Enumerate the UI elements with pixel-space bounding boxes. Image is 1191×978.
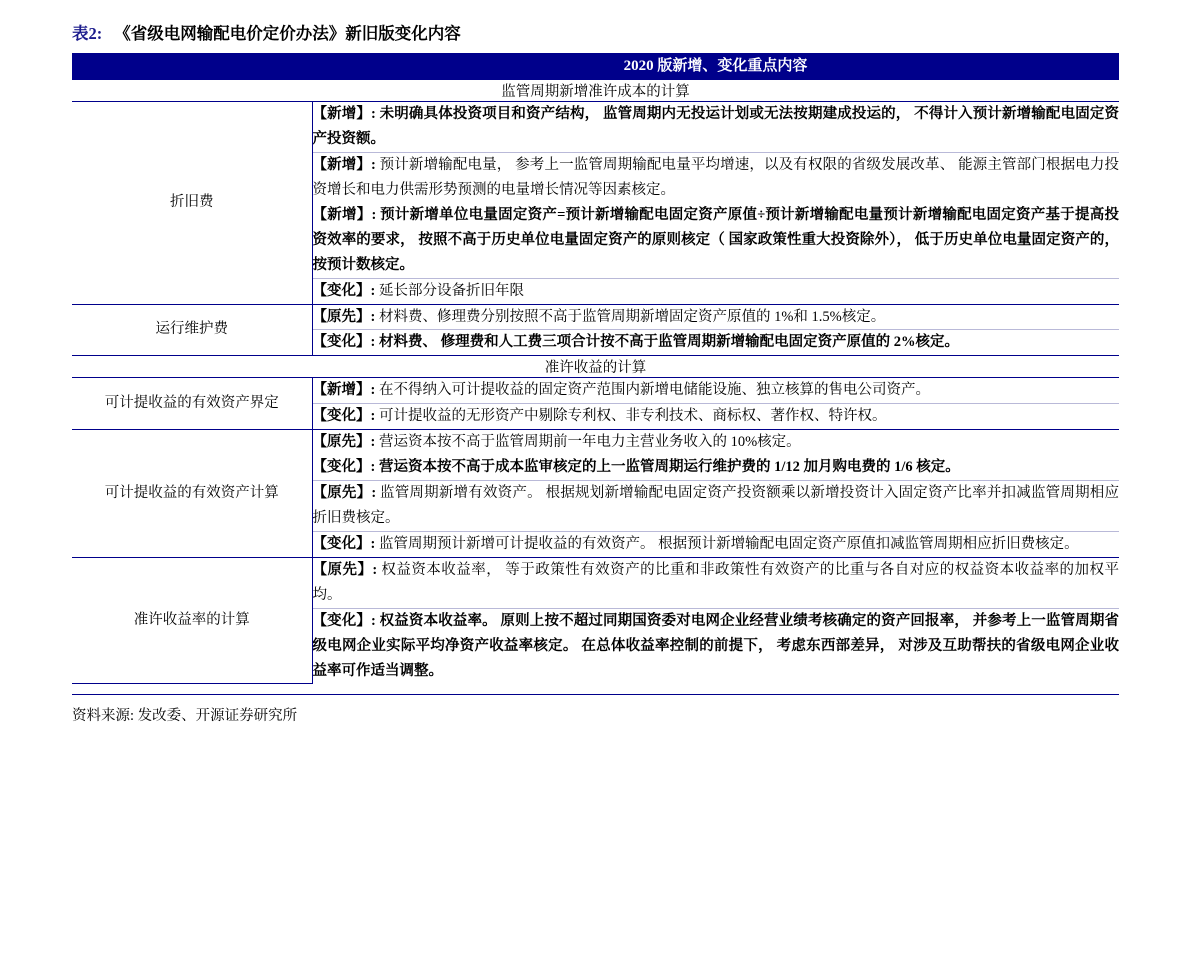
table-row — [72, 557, 1119, 608]
cell-ead2-tag: 【变化】: — [312, 408, 376, 425]
cell-eac1 — [312, 430, 1119, 455]
cell-om1 — [312, 304, 1119, 330]
table-row — [72, 378, 1119, 404]
section-row-allowed-return — [72, 356, 1119, 378]
cell-arr1-text: 权益资本收益率， 等于政策性有效资产的比重和非政策性有效资产的比重与各自对应的权益资本收益率的加权平均。 — [312, 561, 1119, 603]
cell-arr2-tag: 【变化】: — [312, 612, 376, 629]
section-title-new-cost: 监管周期新增准许成本的计算 — [72, 80, 1119, 102]
cell-dep4 — [312, 278, 1119, 304]
cell-om2 — [312, 330, 1119, 356]
cell-eac2-tag: 【变化】: — [312, 459, 376, 476]
cell-arr2-text: 权益资本收益率。 原则上按不超过同期国资委对电网企业经营业绩考核确定的资产回报率， 并参考上一监管周期省级电网企业实际平均净资产收益率核定。 在总体收益率控制的前提下， 考虑东西部差异， 对涉及互助帮扶的省级电网企业收益率可作适当调整。 — [312, 612, 1119, 679]
cell-dep4-text: 延长部分设备折旧年限 — [378, 282, 524, 299]
cell-eac3 — [312, 481, 1119, 532]
comparison-table — [72, 53, 1119, 684]
source-note: 资料来源: 发改委、开源证券研究所 — [72, 694, 1119, 725]
table-header-row — [72, 53, 1119, 80]
cell-eac3-tag: 【原先】: — [312, 485, 377, 502]
section-row-new-cost — [72, 80, 1119, 102]
cell-dep2 — [312, 152, 1119, 202]
cell-eac4-tag: 【变化】: — [312, 536, 376, 552]
table-row — [72, 304, 1119, 330]
cell-om1-tag: 【原先】: — [312, 308, 376, 325]
cell-dep1-tag: 【新增】: — [312, 106, 376, 122]
cell-eac1-text: 营运资本按不高于监管周期前一年电力主营业务收入的 10%核定。 — [378, 434, 801, 451]
cell-eac2-text: 营运资本按不高于成本监审核定的上一监管周期运行维护费的 1/12 加月购电费的 1/6 核定。 — [378, 459, 960, 476]
table-title — [72, 0, 1119, 53]
cell-om2-text: 材料费、 修理费和人工费三项合计按不高于监管周期新增输配电固定资产原值的 2%核定。 — [378, 334, 959, 351]
section-title-allowed-return: 准许收益的计算 — [72, 356, 1119, 378]
cell-dep3-text: 预计新增单位电量固定资产=预计新增输配电固定资产原值÷预计新增输配电量预计新增输配电固定资产基于提高投资效率的要求， 按照不高于历史单位电量固定资产的原则核定（ 国家政策性重大投资除外）， 低于历史单位电量固定资产的， 按预计数核定。 — [312, 206, 1119, 273]
cell-om2-tag: 【变化】: — [312, 334, 376, 351]
cell-dep3-tag: 【新增】: — [312, 206, 377, 223]
cell-dep1 — [312, 102, 1119, 153]
cell-eac2 — [312, 455, 1119, 480]
table-title-text: 《省级电网输配电价定价办法》新旧版变化内容 — [114, 24, 461, 43]
cell-eac3-text: 监管周期新增有效资产。 根据规划新增输配电固定资产投资额乘以新增投资计入固定资产比率并扣减监管周期相应折旧费核定。 — [312, 485, 1120, 527]
cell-dep1-text: 未明确具体投资项目和资产结构， 监管周期内无投运计划或无法按期建成投运的， 不得计入预计新增输配电固定资产投资额。 — [312, 106, 1119, 147]
cell-dep2-text: 预计新增输配电量， 参考上一监管周期输配电量平均增速，以及有权限的省级发展改革、 能源主管部门根据电力投资增长和电力供需形势预测的电量增长情况等因素核定。 — [312, 156, 1119, 198]
cell-arr1 — [312, 557, 1119, 608]
category-depreciation: 折旧费 — [72, 102, 312, 305]
cell-eac4 — [312, 532, 1119, 558]
cell-eac1-tag: 【原先】: — [312, 434, 376, 451]
cell-ead2 — [312, 404, 1119, 430]
cell-arr1-tag: 【原先】: — [312, 561, 378, 578]
category-allowed-return-rate: 准许收益率的计算 — [72, 557, 312, 683]
category-operation-maintenance: 运行维护费 — [72, 304, 312, 356]
cell-dep2-tag: 【新增】: — [312, 156, 376, 173]
table-row — [72, 430, 1119, 455]
cell-dep3 — [312, 203, 1119, 278]
cell-eac4-text: 监管周期预计新增可计提收益的有效资产。 根据预计新增输配电固定资产原值扣减监管周期相应折旧费核定。 — [378, 536, 1079, 552]
header-blank-cell — [72, 53, 312, 80]
cell-dep4-tag: 【变化】: — [312, 282, 376, 299]
cell-arr2 — [312, 608, 1119, 683]
table-row — [72, 102, 1119, 153]
header-title-cell: 2020 版新增、变化重点内容 — [312, 53, 1119, 80]
table-title-label: 表2: — [72, 24, 103, 43]
cell-ead2-text: 可计提收益的无形资产中剔除专利权、非专利技术、商标权、著作权、特许权。 — [378, 408, 887, 425]
cell-ead1 — [312, 378, 1119, 404]
cell-ead1-tag: 【新增】: — [312, 382, 376, 399]
category-effective-asset-definition: 可计提收益的有效资产界定 — [72, 378, 312, 430]
cell-om1-text: 材料费、修理费分别按照不高于监管周期新增固定资产原值的 1%和 1.5%核定。 — [378, 308, 886, 325]
category-effective-asset-calculation: 可计提收益的有效资产计算 — [72, 430, 312, 558]
cell-ead1-text: 在不得纳入可计提收益的固定资产范围内新增电储能设施、独立核算的售电公司资产。 — [378, 382, 930, 399]
